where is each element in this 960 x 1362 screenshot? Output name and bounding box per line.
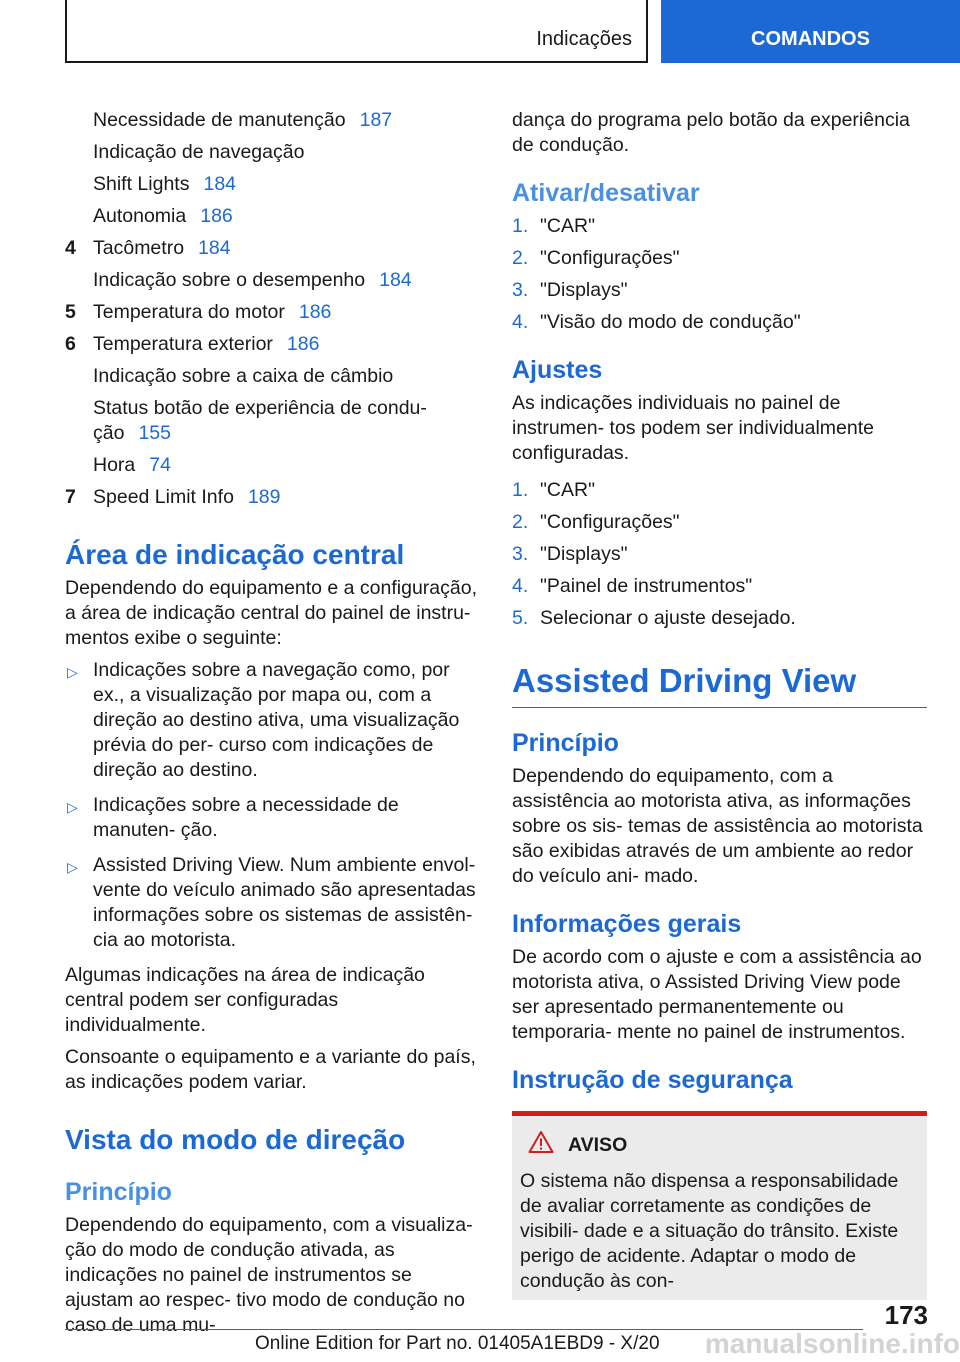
- item-text: Indicação sobre a caixa de câmbio: [93, 365, 394, 387]
- step-number: 3.: [512, 279, 529, 301]
- item-text: Indicação de navegação: [93, 141, 305, 163]
- item-text: Shift Lights: [93, 173, 190, 195]
- principle-subheading: Princípio: [65, 1178, 172, 1206]
- bullet-text: Indicações sobre a necessidade de manuten‐ ção.: [93, 794, 399, 841]
- item-number: 6: [65, 333, 76, 355]
- page-ref-link[interactable]: 189: [247, 486, 281, 508]
- list-item: [512, 606, 927, 631]
- activate-subheading: Ativar/desativar: [512, 179, 700, 207]
- step-number: 4.: [512, 575, 529, 597]
- step-number: 4.: [512, 311, 529, 333]
- general-info-subheading: Informações gerais: [512, 910, 742, 938]
- list-item: [512, 246, 927, 271]
- edition-footer: Online Edition for Part no. 01405A1EBD9 - X/20: [255, 1333, 660, 1354]
- list-item: [65, 204, 480, 229]
- step-number: 3.: [512, 543, 529, 565]
- step-number: 5.: [512, 607, 529, 629]
- list-item: [512, 574, 927, 599]
- header-section-title: Indicações: [536, 28, 632, 50]
- list-item: [512, 310, 927, 335]
- central-bullet-list: [65, 658, 480, 953]
- triangle-bullet-icon: ▷: [67, 664, 78, 680]
- page-ref-link[interactable]: 184: [198, 237, 231, 259]
- header-chapter-label: COMANDOS: [751, 28, 870, 50]
- page-ref-link[interactable]: 155: [138, 422, 171, 444]
- list-item: [65, 332, 480, 357]
- step-text: "CAR": [540, 215, 596, 237]
- principle-subheading: Princípio: [512, 729, 619, 757]
- step-text: "Displays": [540, 543, 628, 565]
- item-text: Status botão de experiência de condu‐ ção: [93, 397, 427, 444]
- warning-label: AVISO: [568, 1134, 628, 1156]
- step-number: 2.: [512, 247, 529, 269]
- list-item: [65, 396, 480, 446]
- list-item: [65, 658, 480, 783]
- central-intro-text: Dependendo do equipamento e a configuração, a área de indicação central do painel de instru‐ mentos exibe o seguinte:: [65, 577, 477, 649]
- item-number: 5: [65, 301, 76, 323]
- list-item: [512, 478, 927, 503]
- item-text: Necessidade de manutenção: [93, 109, 346, 131]
- step-text: Selecionar o ajuste desejado.: [540, 607, 796, 629]
- settings-text: As indicações individuais no painel de instrumen‐ tos podem ser individualmente configuradas.: [512, 392, 875, 464]
- continued-text: dança do programa pelo botão da experiência de condução.: [512, 109, 910, 156]
- list-item: [512, 214, 927, 239]
- page-ref-link[interactable]: 186: [298, 301, 332, 323]
- list-item: [65, 300, 480, 325]
- step-text: "Configurações": [540, 247, 680, 269]
- triangle-bullet-icon: ▷: [67, 859, 78, 875]
- page-ref-link[interactable]: 184: [379, 269, 412, 291]
- list-item: [512, 278, 927, 303]
- principle-text: Dependendo do equipamento, com a visualiza‐ ção do modo de condução ativada, as indicações no painel de instrumentos se ajustam ao respec‐ tivo modo de condução no caso de uma mu‐: [65, 1214, 473, 1336]
- step-number: 2.: [512, 511, 529, 533]
- item-number: 4: [65, 237, 76, 259]
- drive-mode-view-heading: Vista do modo de direção: [65, 1124, 406, 1155]
- step-text: "Visão do modo de condução": [540, 311, 801, 333]
- bullet-text: Indicações sobre a navegação como, por ex., a visualização por mapa ou, com a direção ao destino ativa, uma visualização prévia do per‐ curso com indicações de direção ao destino.: [93, 659, 460, 781]
- watermark: manualsonline.info: [704, 1328, 960, 1359]
- warning-header: [520, 1130, 919, 1161]
- list-item: [65, 236, 480, 261]
- list-item: [512, 542, 927, 567]
- central-paragraph: Algumas indicações na área de indicação central podem ser configuradas individualmente.: [65, 964, 425, 1036]
- page-ref-link[interactable]: 74: [149, 454, 171, 476]
- list-item: [65, 172, 480, 197]
- display-item-list: [65, 108, 480, 510]
- step-text: "CAR": [540, 479, 596, 501]
- settings-steps: [512, 478, 927, 631]
- page-ref-link[interactable]: 187: [359, 109, 393, 131]
- step-text: "Configurações": [540, 511, 680, 533]
- step-text: "Painel de instrumentos": [540, 575, 753, 597]
- list-item: [65, 140, 480, 165]
- bullet-text: Assisted Driving View. Num ambiente envol‐ vente do veículo animado são apresentadas informações sobre os sistemas de assistên‐ cia ao motorista.: [93, 854, 476, 951]
- list-item: [65, 108, 480, 133]
- general-info-text: De acordo com o ajuste e com a assistência ao motorista ativa, o Assisted Driving View pode ser apresentado permanentemente ou temporaria‐ mente no painel de instrumentos.: [512, 946, 922, 1043]
- item-number: 7: [65, 486, 76, 508]
- central-paragraph: Consoante o equipamento e a variante do país, as indicações podem variar.: [65, 1046, 476, 1093]
- list-item: [65, 364, 480, 389]
- item-text: Tacômetro: [93, 237, 185, 259]
- central-display-heading: Área de indicação central: [65, 539, 405, 570]
- warning-text: O sistema não dispensa a responsabilidade de avaliar corretamente as condições de visibili‐ dade e a situação do trânsito. Existe perigo de acidente. Adaptar o modo de condução às con‐: [520, 1170, 899, 1292]
- left-column: [65, 108, 480, 1345]
- list-item: [65, 485, 480, 510]
- item-text: Indicação sobre o desempenho: [93, 269, 366, 291]
- step-text: "Displays": [540, 279, 628, 301]
- item-text: Temperatura do motor: [93, 301, 285, 323]
- page-ref-link[interactable]: 184: [203, 173, 237, 195]
- item-text: Autonomia: [93, 205, 187, 227]
- warning-box: [512, 1111, 927, 1300]
- step-number: 1.: [512, 479, 529, 501]
- list-item: [512, 510, 927, 535]
- activate-steps: [512, 214, 927, 335]
- settings-subheading: Ajustes: [512, 356, 603, 384]
- safety-subheading: Instrução de segurança: [512, 1066, 793, 1094]
- principle-text: Dependendo do equipamento, com a assistência ao motorista ativa, as informações sobre os sis‐ temas de assistência ao motorista são exibidas através de um ambiente ao redor do veículo ani‐ mado.: [512, 765, 923, 887]
- page-ref-link[interactable]: 186: [200, 205, 233, 227]
- header-section-box: [65, 0, 648, 63]
- list-item: [65, 268, 480, 293]
- assisted-driving-view-heading: Assisted Driving View: [512, 661, 927, 708]
- right-column: [512, 108, 927, 1300]
- list-item: [65, 853, 480, 953]
- item-text: Temperatura exterior: [93, 333, 273, 355]
- warning-triangle-icon: [528, 1130, 554, 1161]
- list-item: [65, 793, 480, 843]
- page-number: 173: [884, 1300, 928, 1330]
- step-number: 1.: [512, 215, 529, 237]
- page-ref-link[interactable]: 186: [286, 333, 320, 355]
- triangle-bullet-icon: ▷: [67, 799, 78, 815]
- item-text: Hora: [93, 454, 136, 476]
- list-item: [65, 453, 480, 478]
- item-text: Speed Limit Info: [93, 486, 234, 508]
- header-chapter-tab: [661, 0, 960, 63]
